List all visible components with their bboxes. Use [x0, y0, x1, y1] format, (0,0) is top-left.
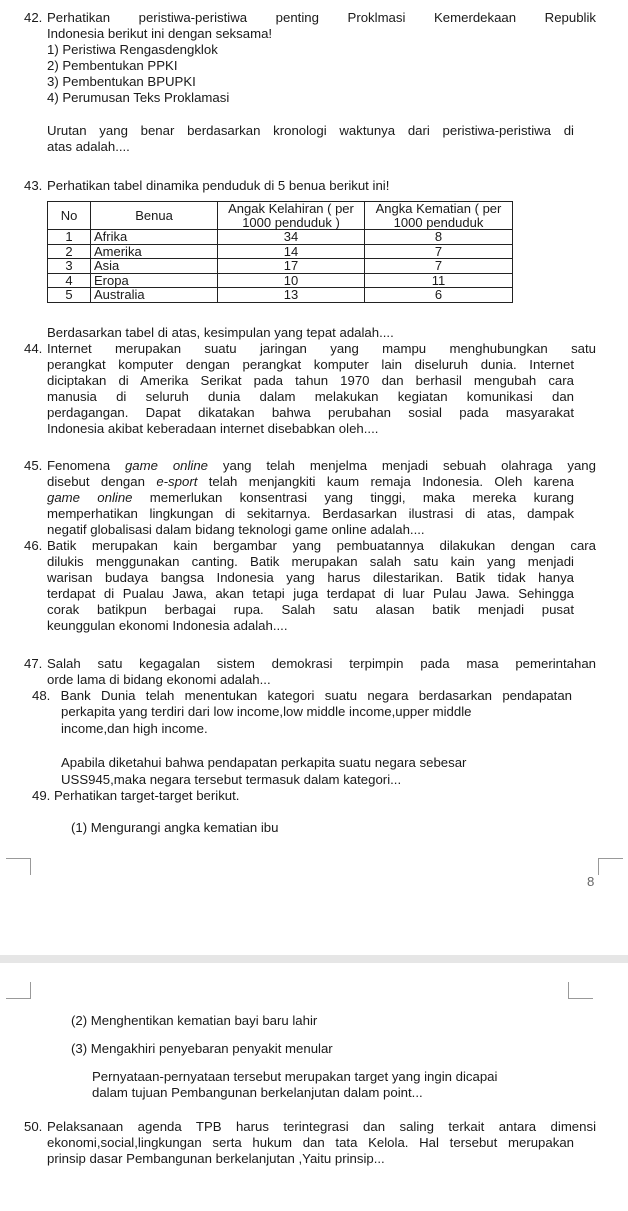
- q44-line3: diciptakan di Amerika Serikat pada tahun 1970 dan berhasil mengubah cara: [47, 373, 574, 388]
- q46-line2: dilukis menggunakan canting. Batik merupakan salah satu kain yang menjadi: [47, 554, 574, 569]
- cell-kematian: 7: [365, 259, 513, 274]
- header-kematian: Angka Kematian ( per 1000 penduduk: [365, 202, 513, 230]
- q44-last-line: Indonesia akibat keberadaan internet disebabkan oleh....: [47, 421, 379, 436]
- q50-line1: [24, 1119, 596, 1135]
- q49-question-line1: Pernyataan-pernyataan tersebut merupakan target yang ingin dicapai: [92, 1069, 498, 1084]
- cell-kematian: 6: [365, 288, 513, 303]
- cell-kelahiran: 10: [218, 273, 365, 288]
- q44-line1: [24, 341, 596, 357]
- page-mark: 8: [587, 874, 595, 889]
- q50-text: Pelaksanaan agenda TPB harus terintegrasi dan saling terkait antara dimensi: [47, 1119, 596, 1134]
- q50-line2: ekonomi,social,lingkungan serta hukum dan tata Kelola. Hal tersebut merupakan: [47, 1135, 574, 1150]
- q49-question-line2: dalam tujuan Pembangunan berkelanjutan dalam point...: [92, 1085, 423, 1100]
- q42-line1: [24, 10, 596, 26]
- crop-corner-bottom-right: [568, 982, 593, 999]
- crop-corner-top-right: [598, 858, 623, 875]
- q45-term-esport: e-sport: [156, 474, 198, 489]
- crop-corner-top-left: [6, 858, 31, 875]
- q42-item-3: 3) Pembentukan BPUPKI: [47, 74, 196, 89]
- q46-last-line: keunggulan ekonomi Indonesia adalah....: [47, 618, 288, 633]
- q42-item-2: 2) Pembentukan PPKI: [47, 58, 178, 73]
- q45-term-game2: game online: [47, 490, 133, 505]
- q45-line5: negatif globalisasi dalam bidang teknologi game online adalah....: [47, 522, 425, 537]
- cell-kelahiran: 14: [218, 244, 365, 259]
- q42-line2: Indonesia berikut ini dengan seksama!: [47, 26, 273, 41]
- q46-line5: corak batikpun berbagai rupa. Salah satu alasan batik menjadi pusat: [47, 602, 574, 617]
- cell-kelahiran: 34: [218, 230, 365, 245]
- cell-benua: Amerika: [91, 244, 218, 259]
- q49-number: 49.: [32, 788, 51, 803]
- q45-number: 45.: [24, 458, 43, 473]
- q43-question: Berdasarkan tabel di atas, kesimpulan yang tepat adalah....: [47, 325, 394, 340]
- q42-question-line2: atas adalah....: [47, 139, 130, 154]
- table-row: [48, 230, 513, 245]
- table-header-row: [48, 202, 513, 230]
- q50-number: 50.: [24, 1119, 43, 1134]
- q43-intro-text: Perhatikan tabel dinamika penduduk di 5 benua berikut ini!: [47, 178, 390, 193]
- q46-line3: warisan budaya bangsa Indonesia yang harus dilestarikan. Batik tidak hanya: [47, 570, 574, 585]
- q45-text-b: yang telah menjelma menjadi sebuah olahraga yang: [208, 458, 596, 473]
- q45-line1: [24, 458, 596, 474]
- q49-item-2: (2) Menghentikan kematian bayi baru lahir: [71, 1013, 318, 1028]
- q42-text: Perhatikan peristiwa-peristiwa penting Proklmasi Kemerdekaan Republik: [47, 10, 596, 25]
- q44-line2: perangkat komputer dengan perangkat komputer lain diseluruh dunia. Internet: [47, 357, 574, 372]
- cell-kematian: 8: [365, 230, 513, 245]
- header-no: No: [48, 202, 91, 230]
- q50-line3: prinsip dasar Pembangunan berkelanjutan ,Yaitu prinsip...: [47, 1151, 385, 1166]
- q47-number: 47.: [24, 656, 43, 671]
- q48-text: Bank Dunia telah menentukan kategori suatu negara berdasarkan pendapatan: [60, 688, 572, 703]
- q48-line3: income,dan high income.: [61, 721, 208, 736]
- q42-question-line1: Urutan yang benar berdasarkan kronologi waktunya dari peristiwa-peristiwa di: [47, 123, 574, 138]
- page-separator: [0, 955, 628, 963]
- q47-line1: [24, 656, 596, 672]
- q47-line2: orde lama di bidang ekonomi adalah...: [47, 672, 271, 687]
- q45-text-a: Fenomena: [47, 458, 125, 473]
- q49-intro-text: Perhatikan target-target berikut.: [54, 788, 240, 803]
- cell-kematian: 11: [365, 273, 513, 288]
- q49-item-1: (1) Mengurangi angka kematian ibu: [71, 820, 279, 835]
- q46-text: Batik merupakan kain bergambar yang pembuatannya dilakukan dengan cara: [47, 538, 596, 553]
- cell-kelahiran: 13: [218, 288, 365, 303]
- cell-benua: Australia: [91, 288, 218, 303]
- cell-kelahiran: 17: [218, 259, 365, 274]
- cell-benua: Asia: [91, 259, 218, 274]
- q44-line4: manusia di seluruh dunia dalam melakukan kegiatan komunikasi dan: [47, 389, 574, 404]
- table-row: [48, 273, 513, 288]
- q45-text-e: memerlukan konsentrasi yang tinggi, maka mereka kurang: [132, 490, 574, 505]
- q48-question-line1: Apabila diketahui bahwa pendapatan perkapita suatu negara sebesar: [61, 755, 467, 770]
- q48-line2: perkapita yang terdiri dari low income,low middle income,upper middle: [61, 704, 472, 719]
- cell-benua: Eropa: [91, 273, 218, 288]
- q43-intro: [24, 178, 596, 194]
- q48-question-line2: USS945,maka negara tersebut termasuk dalam kategori...: [61, 772, 402, 787]
- table-row: [48, 259, 513, 274]
- q46-line4: terdapat di Pualau Jawa, akan tetapi juga terdapat di luar Pulau Jawa. Sehingga: [47, 586, 574, 601]
- q45-text-d: telah menjangkiti kaum remaja Indonesia. Oleh karena: [197, 474, 575, 489]
- q42-item-4: 4) Perumusan Teks Proklamasi: [47, 90, 230, 105]
- crop-corner-bottom-left: [6, 982, 31, 999]
- q49-item-3: (3) Mengakhiri penyebaran penyakit menular: [71, 1041, 333, 1056]
- population-table: [47, 201, 513, 303]
- header-benua: Benua: [91, 202, 218, 230]
- q42-item-1: 1) Peristiwa Rengasdengklok: [47, 42, 218, 57]
- q44-text: Internet merupakan suatu jaringan yang mampu menghubungkan satu: [47, 341, 596, 356]
- header-kelahiran: Angak Kelahiran ( per 1000 penduduk ): [218, 202, 365, 230]
- q44-number: 44.: [24, 341, 43, 356]
- cell-no: 3: [48, 259, 91, 274]
- q49-intro: [32, 788, 572, 804]
- q45-line3: [47, 490, 574, 506]
- q45-line4: memperhatikan lingkungan di sekitarnya. Berdasarkan ilustrasi di atas, dampak: [47, 506, 574, 521]
- q43-number: 43.: [24, 178, 43, 193]
- cell-no: 4: [48, 273, 91, 288]
- q45-text-c: disebut dengan: [47, 474, 157, 489]
- q46-line1: [24, 538, 596, 554]
- cell-benua: Afrika: [91, 230, 218, 245]
- cell-kematian: 7: [365, 244, 513, 259]
- q48-line1: [32, 688, 572, 704]
- q42-number: 42.: [24, 10, 43, 25]
- q47-text: Salah satu kegagalan sistem demokrasi terpimpin pada masa pemerintahan: [47, 656, 596, 671]
- q45-line2: [47, 474, 574, 490]
- table-row: [48, 288, 513, 303]
- cell-no: 1: [48, 230, 91, 245]
- cell-no: 2: [48, 244, 91, 259]
- q45-term-game: game online: [124, 458, 209, 473]
- q46-number: 46.: [24, 538, 43, 553]
- q48-number: 48.: [32, 688, 51, 703]
- cell-no: 5: [48, 288, 91, 303]
- table-row: [48, 244, 513, 259]
- q44-line5: perdagangan. Dapat dikatakan bahwa perubahan sosial pada masyarakat: [47, 405, 574, 420]
